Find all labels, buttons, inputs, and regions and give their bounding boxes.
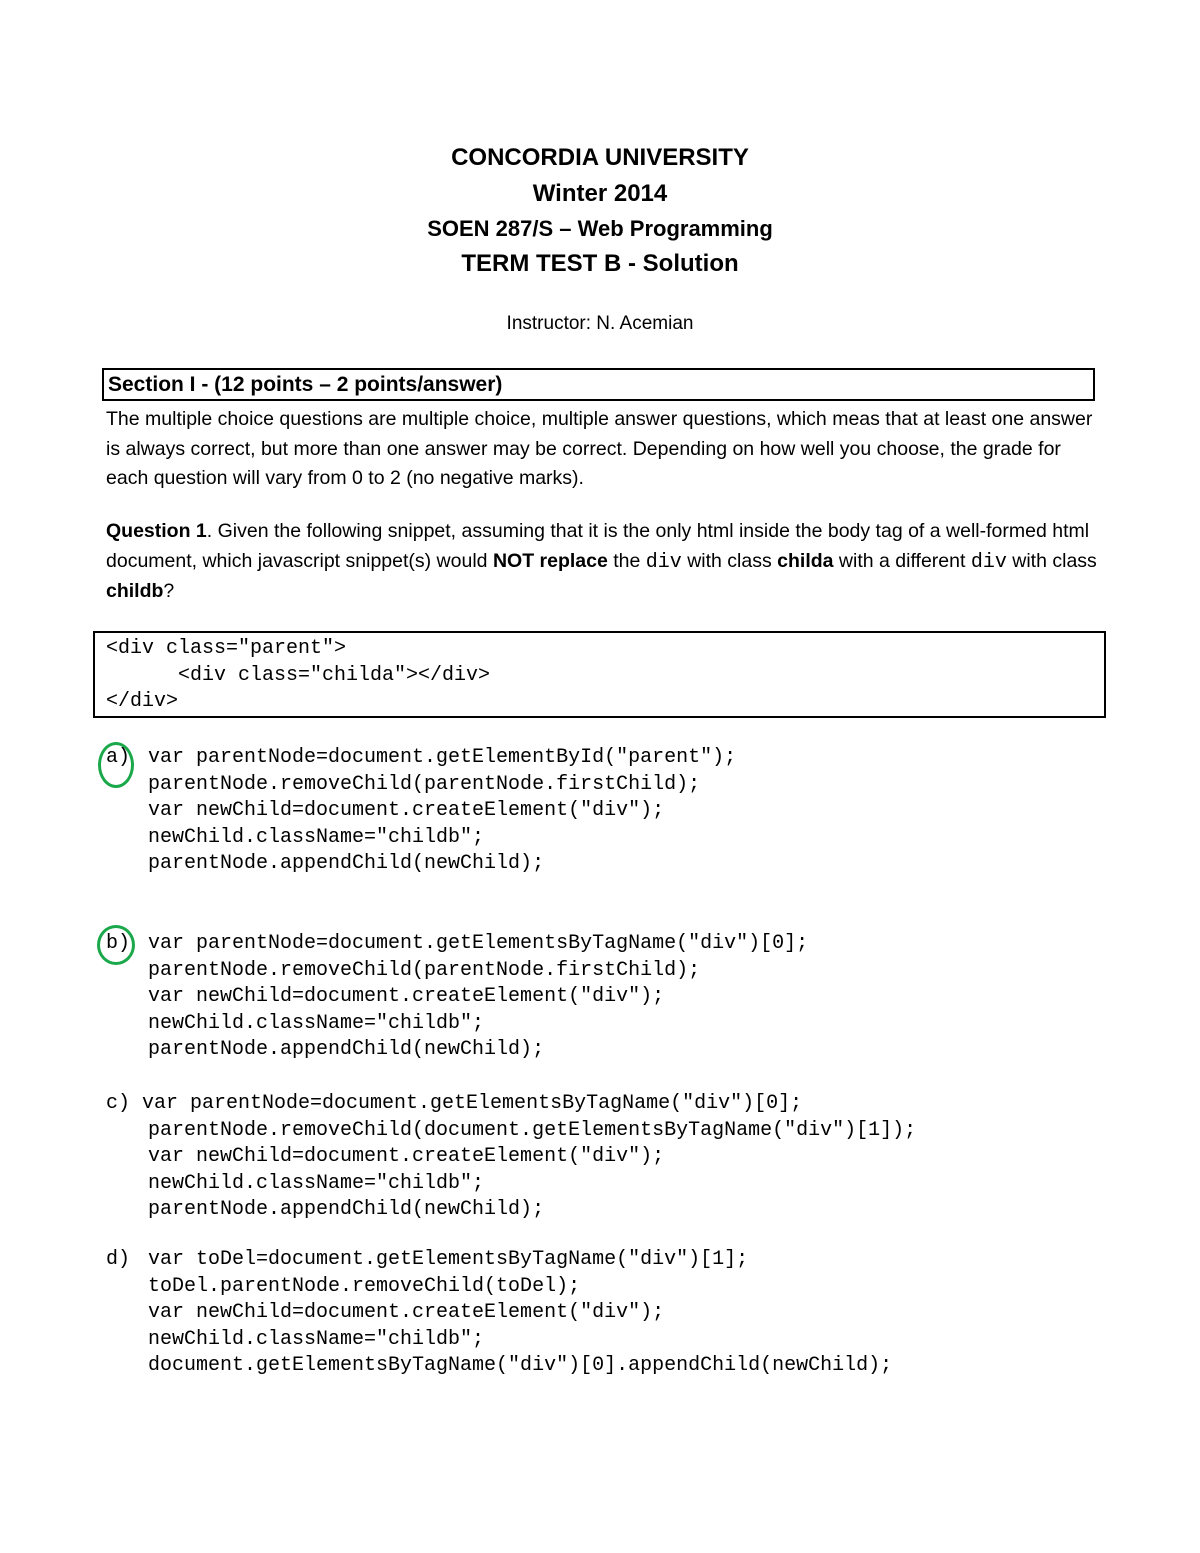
answer-letter: a) bbox=[106, 746, 131, 769]
section-instructions: The multiple choice questions are multiple choice, multiple answer questions, which meas that at least one answer is always correct, but more than one answer may be correct. Depending on how well you choose, the grade for each question will vary from 0 to 2 (no negative marks). bbox=[106, 408, 1093, 489]
term-label: Winter 2014 bbox=[532, 180, 668, 207]
question-text: with class bbox=[1006, 549, 1097, 572]
code-line: var newChild=document.createElement("div"); bbox=[148, 799, 665, 822]
question-text: with class bbox=[681, 549, 778, 572]
code-line: toDel.parentNode.removeChild(toDel); bbox=[148, 1274, 581, 1298]
question-text: the bbox=[607, 549, 646, 572]
course-title: SOEN 287/S – Web Programming bbox=[427, 216, 773, 241]
code-line: newChild.className="childb"; bbox=[148, 825, 485, 849]
code-line: var toDel=document.getElementsByTagName("div")[1]; bbox=[148, 1248, 749, 1271]
html-snippet-box bbox=[93, 631, 1106, 718]
code-line: parentNode.removeChild(parentNode.firstChild); bbox=[148, 958, 701, 982]
question-text: . Given the following snippet, assuming that it is the only html inside the body tag of a well-formed html document, which javascript snippet(s) would bbox=[106, 520, 1090, 572]
code-line: var parentNode=document.getElementsByTagName("div")[0]; bbox=[142, 1092, 803, 1115]
code-line: var newChild=document.createElement("div"); bbox=[148, 985, 665, 1008]
university-name: CONCORDIA UNIVERSITY bbox=[451, 144, 749, 171]
section-title-box: Section I - (12 points – 2 points/answer) bbox=[102, 368, 1095, 401]
snippet-line: </div> bbox=[106, 690, 179, 713]
code-line: parentNode.appendChild(newChild); bbox=[148, 1198, 545, 1221]
question-1 bbox=[106, 517, 1106, 607]
question-label: Question 1 bbox=[106, 520, 207, 542]
code-line: var parentNode=document.getElementById("parent"); bbox=[148, 746, 737, 769]
code-line: newChild.className="childb"; bbox=[148, 1327, 485, 1351]
instructor-line: Instructor: N. Acemian bbox=[506, 313, 694, 334]
code-line: parentNode.removeChild(parentNode.firstChild); bbox=[148, 772, 701, 796]
answer-letter: c) bbox=[106, 1092, 131, 1115]
inline-code: div bbox=[645, 550, 682, 574]
inline-code: div bbox=[970, 550, 1007, 574]
answer-code bbox=[148, 1247, 892, 1380]
snippet-line: <div class="parent"> bbox=[106, 637, 347, 660]
code-line: newChild.className="childb"; bbox=[148, 1011, 485, 1035]
code-line: var newChild=document.createElement("div"); bbox=[148, 1145, 665, 1168]
code-line: parentNode.removeChild(document.getElementsByTagName("div")[1]); bbox=[148, 1118, 917, 1142]
answer-code bbox=[148, 931, 808, 1064]
code-line: document.getElementsByTagName("div")[0].appendChild(newChild); bbox=[148, 1354, 893, 1377]
question-text: ? bbox=[163, 580, 175, 602]
question-emphasis: childb bbox=[106, 580, 164, 602]
code-line: parentNode.appendChild(newChild); bbox=[148, 1038, 545, 1061]
answer-code bbox=[142, 1091, 916, 1224]
question-emphasis: childa bbox=[777, 549, 834, 572]
code-line: var newChild=document.createElement("div"); bbox=[148, 1301, 665, 1324]
code-line: newChild.className="childb"; bbox=[148, 1171, 485, 1195]
code-line: parentNode.appendChild(newChild); bbox=[148, 852, 545, 875]
answer-code bbox=[148, 745, 736, 878]
test-title: TERM TEST B - Solution bbox=[461, 250, 739, 277]
answer-letter: b) bbox=[106, 932, 131, 955]
question-emphasis: NOT replace bbox=[492, 549, 608, 572]
answer-letter: d) bbox=[106, 1248, 131, 1271]
question-text: with a different bbox=[833, 549, 971, 572]
code-line: var parentNode=document.getElementsByTagName("div")[0]; bbox=[148, 932, 809, 955]
snippet-line: <div class="childa"></div> bbox=[106, 663, 491, 687]
